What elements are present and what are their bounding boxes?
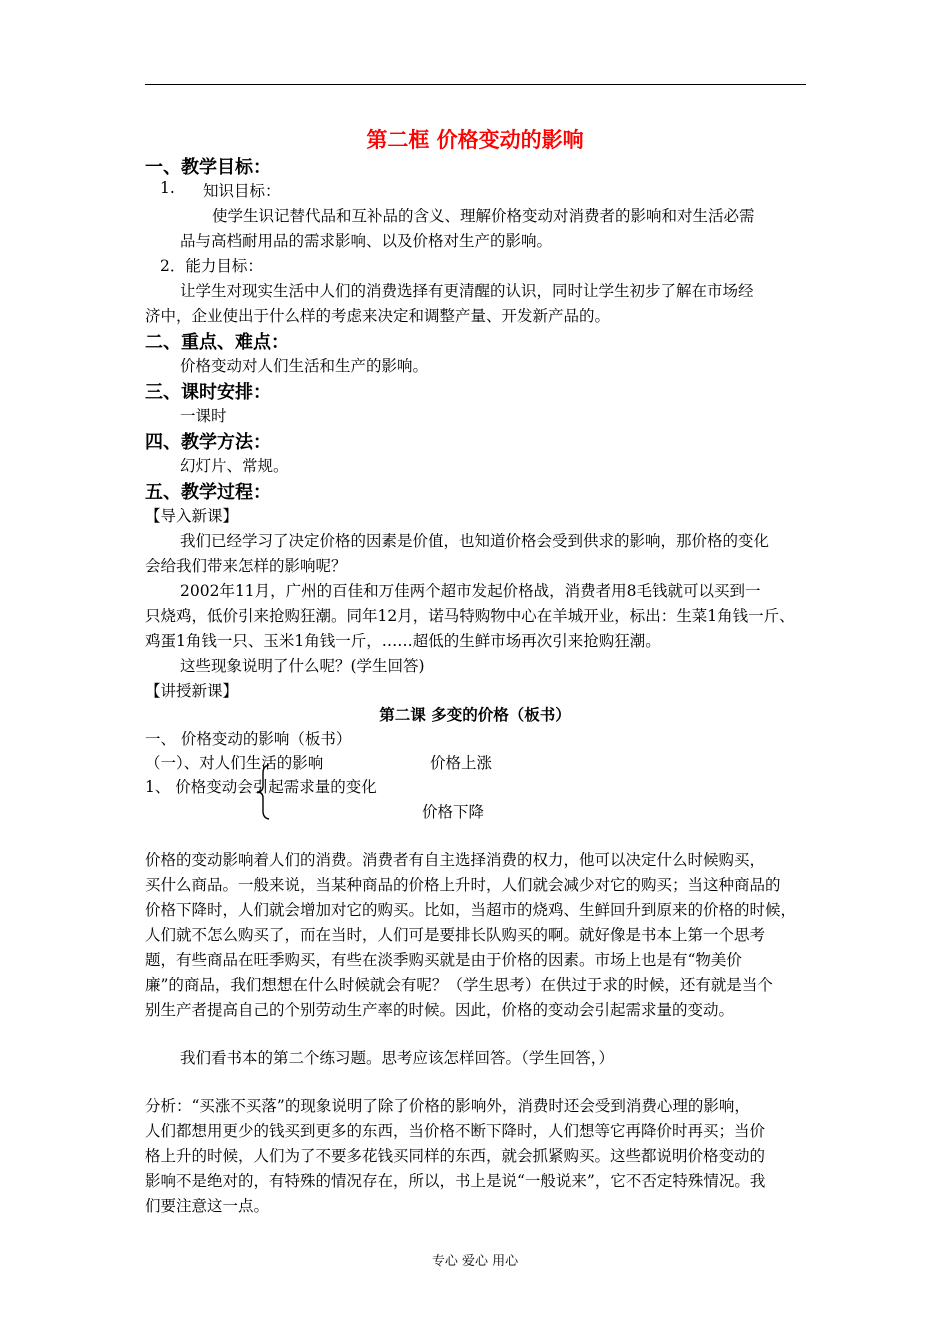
- price-down-label: 价格下降: [422, 803, 485, 821]
- body-text: 别生产者提高自己的个别劳动生产率的时候。因此，价格的变动会引起需求量的变动。: [145, 1001, 735, 1019]
- body-text: 格上升的时候，人们为了不要多花钱买同样的东西，就会抓紧购买。这些都说明价格变动的: [145, 1147, 766, 1165]
- section-heading-5: 五、教学过程：: [145, 482, 271, 503]
- body-text: 题，有些商品在旺季购买，有些在淡季购买就是由于价格的因素。市场上也是有“物美价: [145, 951, 742, 969]
- body-text: 2002年11月，广州的百佳和万佳两个超市发起价格战，消费者用8毛钱就可以买到一: [180, 582, 761, 600]
- section-heading-4: 四、教学方法：: [145, 432, 271, 453]
- outline-line: （一）、对人们生活的影响: [145, 754, 324, 772]
- body-text: 分析：“买涨不买落”的现象说明了除了价格的影响外，消费时还会受到消费心理的影响，: [145, 1097, 750, 1115]
- body-text: 价格的变动影响着人们的消费。消费者有自主选择消费的权力，他可以决定什么时候购买，: [145, 851, 766, 869]
- body-text: 只烧鸡，低价引来抢购狂潮。同年12月，诺马特购物中心在羊城开业，标出：生菜1角钱一斤、: [145, 607, 795, 625]
- body-text: 使学生识记替代品和互补品的含义、理解价格变动对消费者的影响和对生活必需: [212, 207, 755, 225]
- page-title: 第二框 价格变动的影响: [366, 128, 584, 152]
- outline-line: 1、 价格变动会引起需求量的变化: [145, 778, 377, 796]
- page-footer: 专心 爱心 用心: [431, 1254, 519, 1269]
- subsection-tag: 【导入新课】: [145, 507, 239, 525]
- body-text: 让学生对现实生活中人们的消费选择有更清醒的认识，同时让学生初步了解在市场经: [180, 282, 754, 300]
- board-heading: 第二课 多变的价格（板书）: [379, 706, 571, 724]
- body-text: 影响不是绝对的，有特殊的情况存在，所以，书上是说“一般说来”，它不否定特殊情况。我: [145, 1172, 766, 1190]
- price-up-label: 价格上涨: [430, 754, 493, 772]
- item-label: 知识目标：: [203, 182, 281, 200]
- body-text: 价格变动对人们生活和生产的影响。: [180, 357, 429, 375]
- body-text: 价格下降时，人们就会增加对它的购买。比如，当超市的烧鸡、生鲜回升到原来的价格的时候，: [145, 901, 797, 919]
- item-label: 2．能力目标：: [160, 257, 263, 275]
- body-text: 我们已经学习了决定价格的因素是价值，也知道价格会受到供求的影响，那价格的变化: [180, 532, 770, 550]
- body-text: 廉”的商品，我们想想在什么时候就会有呢？（学生思考）在供过于求的时候，还有就是当个: [145, 976, 773, 994]
- curly-brace: [253, 763, 273, 821]
- subsection-tag: 【讲授新课】: [145, 682, 239, 700]
- body-text: 幻灯片、常规。: [180, 457, 289, 475]
- body-text: 们要注意这一点。: [145, 1197, 270, 1215]
- body-text: 济中，企业使出于什么样的考虑来决定和调整产量、开发新产品的。: [145, 307, 611, 325]
- section-heading-2: 二、重点、难点：: [145, 332, 289, 353]
- body-text: 会给我们带来怎样的影响呢？: [145, 557, 347, 575]
- body-text: 人们就不怎么购买了，而在当时，人们可是要排长队购买的啊。就好像是书本上第一个思考: [145, 926, 766, 944]
- header-rule: [145, 84, 806, 85]
- outline-line: 一、 价格变动的影响（板书）: [145, 730, 352, 748]
- section-heading-1: 一、教学目标：: [145, 157, 271, 178]
- body-text: 品与高档耐用品的需求影响、以及价格对生产的影响。: [180, 232, 553, 250]
- body-text: 人们都想用更少的钱买到更多的东西，当价格不断下降时，人们想等它再降价时再买；当价: [145, 1122, 766, 1140]
- item-number: 1.: [160, 179, 175, 197]
- body-text: 买什么商品。一般来说，当某种商品的价格上升时，人们就会减少对它的购买；当这种商品的: [145, 876, 781, 894]
- body-text: 我们看书本的第二个练习题。思考应该怎样回答。（学生回答，）: [180, 1049, 615, 1067]
- body-text: 一课时: [180, 407, 227, 425]
- body-text: 这些现象说明了什么呢？(学生回答): [180, 657, 425, 675]
- body-text: 鸡蛋1角钱一只、玉米1角钱一斤，……超低的生鲜市场再次引来抢购狂潮。: [145, 632, 661, 650]
- section-heading-3: 三、课时安排：: [145, 382, 271, 403]
